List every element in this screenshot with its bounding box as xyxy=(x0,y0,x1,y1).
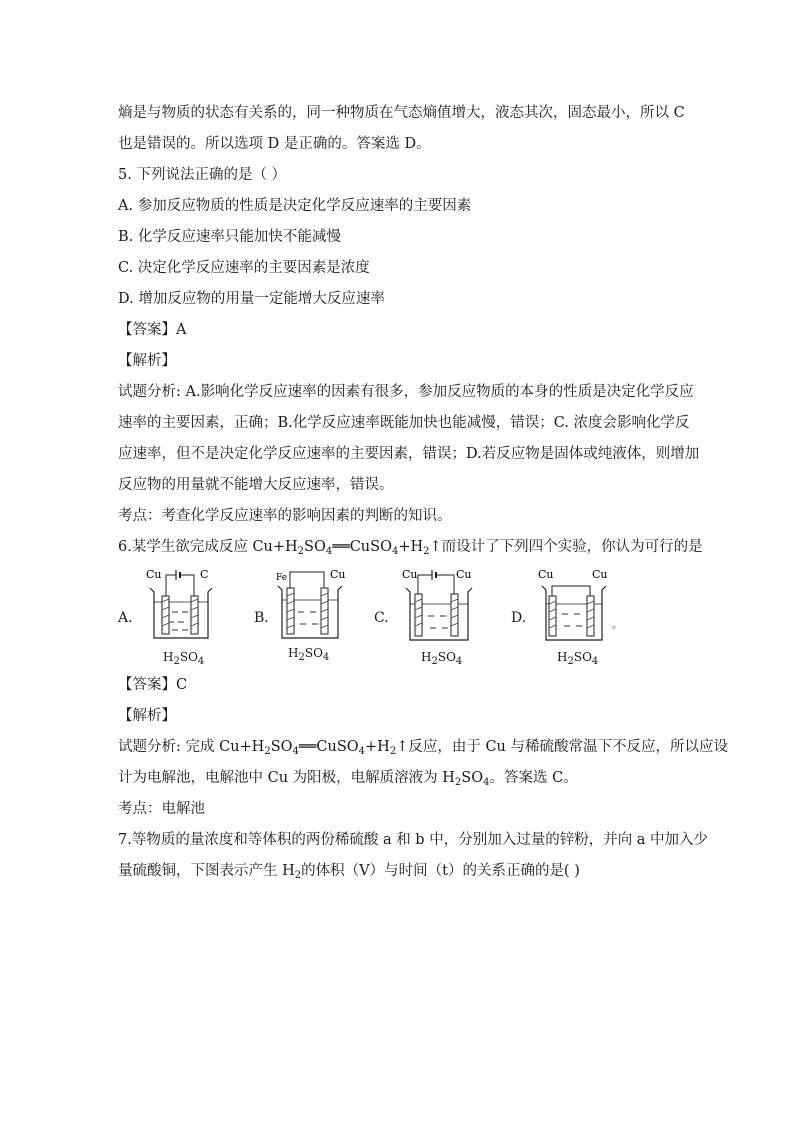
q6-analysis-part: SO xyxy=(461,770,484,786)
q6-analysis-line: 试题分析: 完成 $Cu+H_2SO_4══CuSO_4+H_2↑$反应，由于 Cu 与稀硫酸常温下不反应，所以应设 xyxy=(118,739,728,757)
diagram-option-letter: B. xyxy=(254,610,269,626)
q5-analysis-line: 反应物的用量就不能增大反应速率，错误。 xyxy=(118,477,394,493)
diagram-option-letter: D. xyxy=(511,610,527,626)
electrode-label-left: Fe xyxy=(276,573,288,583)
electrode-label-left: Cu xyxy=(146,568,162,581)
q6-analysis-part: 计为电解池，电解池中 Cu 为阳极，电解质溶液为 H xyxy=(118,770,455,786)
solution-label: $H_2SO_4$ xyxy=(421,650,463,667)
q5-option-a: A. 参加反应物质的性质是决定化学反应速率的主要因素 xyxy=(118,198,472,214)
q7-stem-part: 量硫酸铜，下图表示产生 H xyxy=(118,863,295,879)
diagram-option-letter: A. xyxy=(118,610,133,626)
q6-stem xyxy=(118,537,703,562)
subscript: 2 xyxy=(389,746,397,757)
q6-analysis-header: 【解析】 xyxy=(118,708,176,724)
q5-answer: 【答案】A xyxy=(118,322,187,338)
q7-stem-part: 的体积（V）与时间（t）的关系正确的是( ) xyxy=(301,863,580,879)
q6-stem-part: ══CuSO xyxy=(332,539,392,555)
subscript: 2 xyxy=(297,546,305,557)
q5-kaodian: 考点：考查化学反应速率的影响因素的判断的知识。 xyxy=(118,508,452,524)
electrode-label-left: Cu xyxy=(402,568,418,581)
q6-stem-part: +H xyxy=(398,539,424,555)
electrode-label-right: Cu xyxy=(456,568,472,581)
q6-stem-part: 6.某学生欲完成反应 Cu+H xyxy=(118,539,298,555)
electrode-label-right: Cu xyxy=(330,568,346,581)
paragraph-line: 也是错误的。所以选项 D 是正确的。答案选 D。 xyxy=(118,136,431,152)
q6-analysis-part: 反应，由于 Cu 与稀硫酸常温下不反应，所以应设 xyxy=(408,739,728,755)
subscript: 2 xyxy=(423,546,430,557)
q6-kaodian: 考点：电解池 xyxy=(118,801,205,817)
diagram-option-letter: C. xyxy=(374,610,389,626)
q6-answer: 【答案】C xyxy=(118,677,188,693)
q5-stem: 5. 下列说法正确的是（ ） xyxy=(118,167,287,183)
q5-analysis-line: 速率的主要因素，正确；B.化学反应速率既能加快也能减慢，错误；C. 浓度会影响化学反 xyxy=(118,415,690,431)
electrode-label-left: Cu xyxy=(538,568,554,581)
subscript: 2 xyxy=(264,746,271,757)
q6-stem-part: ↑而设计了下列四个实验，你认为可行的是 xyxy=(429,539,703,555)
subscript: 4 xyxy=(325,546,333,557)
q6-analysis-part: 。答案选 C。 xyxy=(489,770,578,786)
q6-analysis-part: SO xyxy=(270,739,293,755)
electrode-label-right: Cu xyxy=(592,568,608,581)
q5-analysis-header: 【解析】 xyxy=(118,353,176,369)
q7-stem-line xyxy=(118,861,580,886)
paragraph-line: 熵是与物质的状态有关系的，同一种物质在气态熵值增大，液态其次，固态最小，所以 C xyxy=(118,105,685,121)
q6-stem-part: SO xyxy=(304,539,326,555)
q5-option-b: B. 化学反应速率只能加快不能减慢 xyxy=(118,229,341,245)
solution-label: $H_2SO_4$ xyxy=(557,650,599,667)
subscript: 4 xyxy=(483,777,490,788)
q5-analysis-line: 应速率，但不是决定化学反应速率的主要因素，错误；D.若反应物是固体或纯液体，则增加 xyxy=(118,446,700,462)
q5-analysis-line: 试题分析: A.影响化学反应速率的因素有很多，参加反应物质的本身的性质是决定化学反应 xyxy=(118,384,694,400)
subscript: 2 xyxy=(454,777,462,788)
q7-stem-line: 7.等物质的量浓度和等体积的两份稀硫酸 a 和 b 中，分别加入过量的锌粉，并向 a 中加入少 xyxy=(118,832,709,848)
electrode-label-right: C xyxy=(200,568,209,581)
subscript: 4 xyxy=(391,546,399,557)
subscript: 4 xyxy=(292,746,299,757)
q6-analysis-part: ══CuSO xyxy=(298,739,359,755)
q6-analysis-line xyxy=(118,768,578,793)
electrochemistry-diagrams xyxy=(118,566,638,676)
subscript: 4 xyxy=(358,746,366,757)
solution-label: $H_2SO_4$ xyxy=(288,646,330,663)
q6-analysis-part: 试题分析: 完成 Cu+H xyxy=(118,739,265,755)
solution-label: $H_2SO_4$ xyxy=(163,650,205,667)
subscript: 2 xyxy=(294,870,302,881)
q5-option-c: C. 决定化学反应速率的主要因素是浓度 xyxy=(118,260,370,276)
q5-option-d: D. 增加反应物的用量一定能增大反应速率 xyxy=(118,291,385,307)
trailing-mark: 。 xyxy=(612,620,622,631)
q6-analysis-part: +H xyxy=(365,739,390,755)
